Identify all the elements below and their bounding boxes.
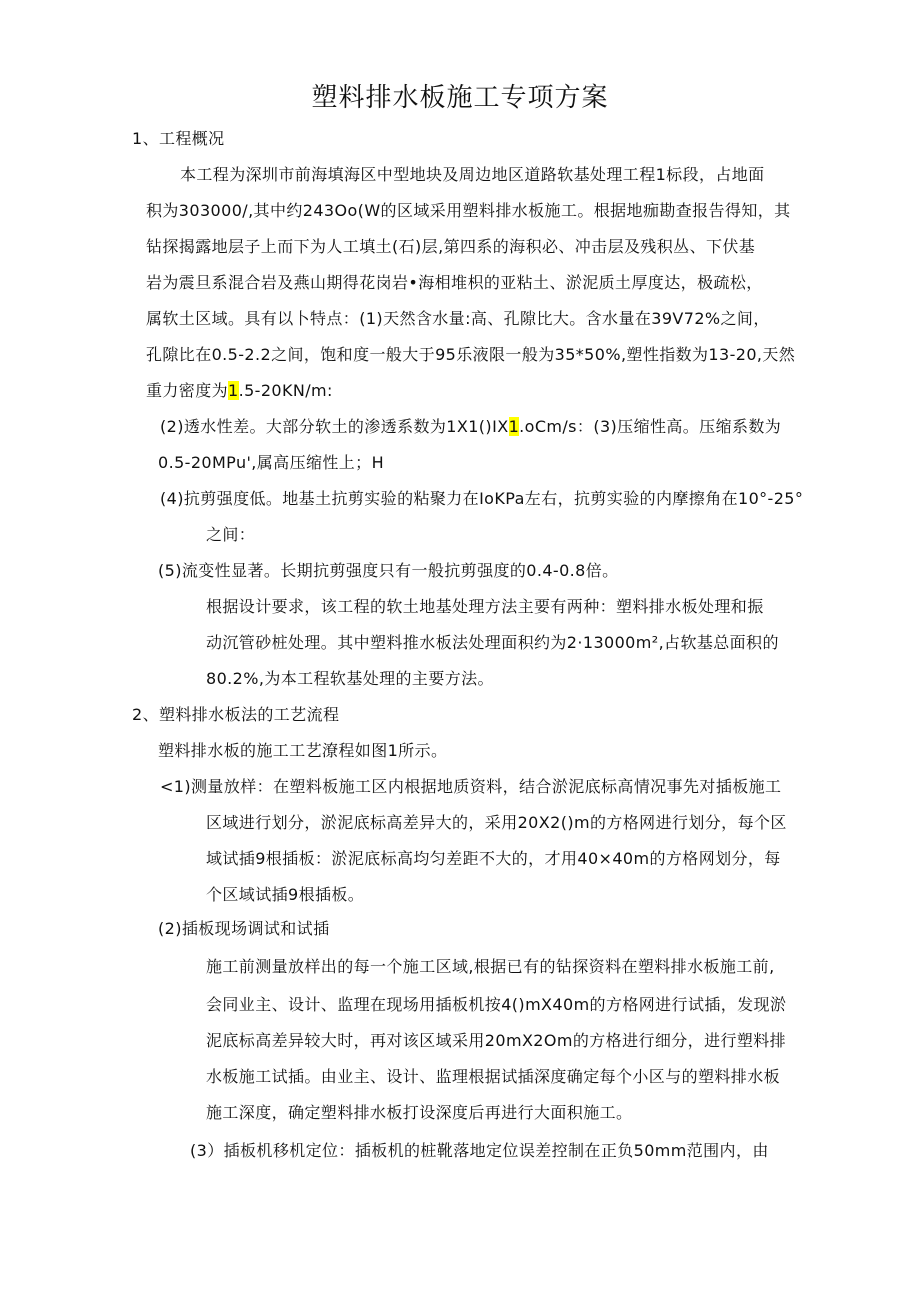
paragraph-line: 域试插9根插板：淤泥底标高均匀差距不大的，才用40×40m的方格网划分，每 [206, 849, 781, 868]
paragraph-line: 区域进行划分，淤泥底标高差异大的，采用20X2()m的方格网进行划分，每个区 [206, 813, 787, 832]
paragraph-line: 0.5-20MPu',属高压缩性上；H [158, 453, 385, 472]
list-item-survey: <1)测量放样：在塑料板施工区内根据地质资料，结合淤泥底标高情况事先对插板施工 [160, 777, 782, 796]
text-run: .5-20KN∕m: [238, 381, 333, 400]
paragraph-line [146, 380, 333, 402]
paragraph-line: 个区域试插9根插板。 [206, 885, 365, 904]
paragraph-line: 孔隙比在0.5-2.2之间，饱和度一般大于95乐液限一般为35*50%,塑性指数为13-20,天然 [146, 345, 796, 364]
paragraph-line: 根据设计要求，该工程的软土地基处理方法主要有两种：塑料排水板处理和振 [206, 597, 764, 616]
paragraph-line: 施工前测量放样出的每一个施工区域,根据已有的钻探资料在塑料排水板施工前, [206, 957, 775, 976]
paragraph-line: 之间： [206, 525, 256, 544]
highlighted-text: 1 [508, 417, 520, 436]
text-run: (2)透水性差。大部分软土的渗透系数为1X1()IX [160, 417, 509, 436]
list-item-permeability [160, 416, 781, 438]
list-item-rheology: (5)流变性显著。长期抗剪强度只有一般抗剪强度的0.4-0.8倍。 [158, 561, 619, 580]
paragraph-line: 本工程为深圳市前海填海区中型地块及周边地区道路软基处理工程1标段，占地面 [180, 165, 765, 184]
text-run: .oCm/s：(3)压缩性高。压缩系数为 [519, 417, 782, 436]
paragraph-line: 泥底标高差异较大时，再对该区域采用20mX2Om的方格进行细分，进行塑料排 [206, 1031, 787, 1050]
section-heading-overview: 1、工程概况 [132, 129, 225, 148]
list-item-positioning: (3）插板机移机定位：插板机的桩靴落地定位误差控制在正负50mm范围内，由 [190, 1141, 769, 1160]
paragraph-line: 动沉管砂桩处理。其中塑料推水板法处理面积约为2·13000m²,占软基总面积的 [206, 633, 779, 652]
paragraph-line: 施工深度，确定塑料排水板打设深度后再进行大面积施工。 [206, 1103, 633, 1122]
list-item-trial: (2)插板现场调试和试插 [158, 919, 330, 938]
paragraph-line: 80.2%,为本工程软基处理的主要方法。 [206, 669, 494, 688]
paragraph-line: 钻探揭露地层子上而下为人工填土(石)层,第四系的海积必、冲击层及残积丛、下伏基 [146, 237, 756, 256]
paragraph-line: 塑料排水板的施工工艺潦程如图1所示。 [158, 741, 448, 760]
document-title: 塑料排水板施工专项方案 [311, 83, 609, 113]
highlighted-text: 1 [228, 381, 239, 400]
paragraph-line: 岩为震旦系混合岩及燕山期得花岗岩•海相堆枳的亚粘土、淤泥质土厚度达，极疏松， [146, 273, 763, 292]
section-heading-process: 2、塑料排水板法的工艺流程 [132, 705, 340, 724]
paragraph-line: 积为303000/,其中约243Oo(W的区域采用塑料排水板施工。根据地痂勘查报告得知，其 [146, 201, 791, 220]
paragraph-line: 会同业主、设计、监理在现场用插板机按4()mX40m的方格网进行试插，发现淤 [206, 995, 787, 1014]
text-run: 重力密度为 [146, 381, 229, 400]
paragraph-line: 水板施工试插。由业主、设计、监理根据试插深度确定每个小区与的塑料排水板 [206, 1067, 781, 1086]
list-item-shear-strength: (4)抗剪强度低。地基土抗剪实验的粘聚力在IoKPa左右，抗剪实验的内摩擦角在10°-25° [160, 489, 804, 508]
paragraph-line: 属软土区域。具有以卜特点：(1)天然含水量:高、孔隙比大。含水量在39V72%之间， [146, 309, 770, 328]
